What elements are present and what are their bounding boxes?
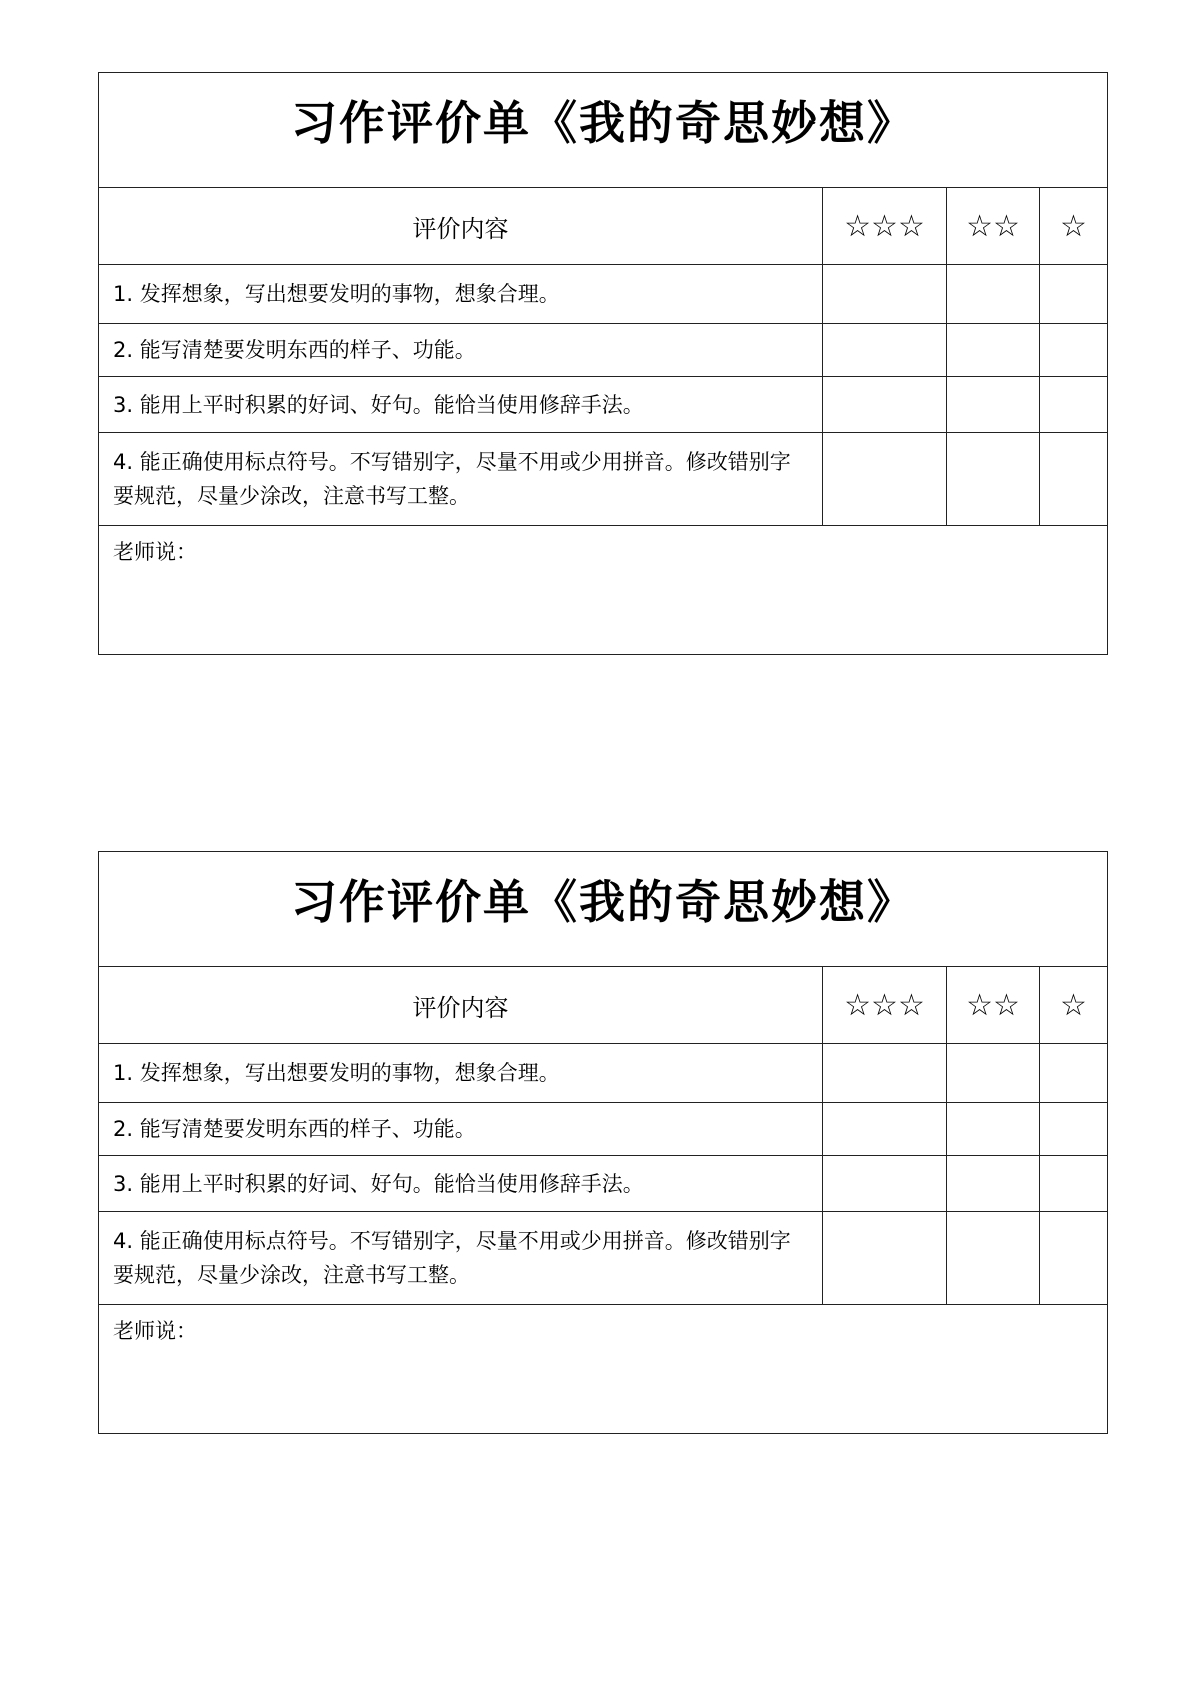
criteria-text: 3. 能用上平时积累的好词、好句。能恰当使用修辞手法。 (99, 377, 823, 433)
criteria-text: 1. 发挥想象，写出想要发明的事物，想象合理。 (99, 1044, 823, 1103)
rating-cell-1[interactable] (1040, 324, 1108, 377)
criteria-text: 4. 能正确使用标点符号。不写错别字，尽量不用或少用拼音。修改错别字要规范，尽量少涂改，注意书写工整。 (99, 433, 823, 526)
criteria-row (99, 1212, 1108, 1305)
rating-cell-3[interactable] (823, 377, 947, 433)
rating-cell-2[interactable] (947, 265, 1040, 324)
rating-cell-2[interactable] (947, 433, 1040, 526)
evaluation-form-1 (98, 72, 1108, 655)
rating-cell-2[interactable] (947, 1212, 1040, 1305)
two-star-icon: ☆☆ (966, 987, 1020, 1023)
rating-cell-2[interactable] (947, 377, 1040, 433)
rating-cell-2[interactable] (947, 324, 1040, 377)
form-title-cell (99, 852, 1108, 967)
teacher-comment-cell[interactable] (99, 526, 1108, 655)
header-criteria-cell (99, 967, 823, 1044)
criteria-header: 评价内容 (412, 993, 509, 1022)
rating-cell-3[interactable] (823, 324, 947, 377)
rating-cell-2[interactable] (947, 1156, 1040, 1212)
rating-cell-3[interactable] (823, 1212, 947, 1305)
one-star-icon: ☆ (1060, 987, 1087, 1023)
two-star-icon: ☆☆ (966, 208, 1020, 244)
rating-header-1-star (1040, 967, 1108, 1044)
criteria-header: 评价内容 (412, 214, 509, 243)
criteria-text: 1. 发挥想象，写出想要发明的事物，想象合理。 (99, 265, 823, 324)
rating-cell-1[interactable] (1040, 1156, 1108, 1212)
rating-cell-2[interactable] (947, 1044, 1040, 1103)
form-title: 习作评价单《我的奇思妙想》 (291, 875, 915, 929)
rating-cell-1[interactable] (1040, 1103, 1108, 1156)
teacher-comment-label: 老师说： (113, 1319, 197, 1343)
rating-cell-1[interactable] (1040, 265, 1108, 324)
rating-cell-1[interactable] (1040, 433, 1108, 526)
teacher-comment-cell[interactable] (99, 1305, 1108, 1434)
form-title-cell (99, 73, 1108, 188)
rating-header-1-star (1040, 188, 1108, 265)
one-star-icon: ☆ (1060, 208, 1087, 244)
criteria-row (99, 1044, 1108, 1103)
rating-cell-3[interactable] (823, 433, 947, 526)
rating-cell-1[interactable] (1040, 1044, 1108, 1103)
criteria-row (99, 1103, 1108, 1156)
criteria-row (99, 1156, 1108, 1212)
rating-cell-2[interactable] (947, 1103, 1040, 1156)
rating-cell-3[interactable] (823, 1103, 947, 1156)
rating-header-3-stars (823, 188, 947, 265)
three-star-icon: ☆☆☆ (844, 987, 925, 1023)
rating-cell-3[interactable] (823, 1044, 947, 1103)
header-criteria-cell (99, 188, 823, 265)
criteria-row (99, 265, 1108, 324)
criteria-text: 2. 能写清楚要发明东西的样子、功能。 (99, 324, 823, 377)
rating-header-3-stars (823, 967, 947, 1044)
rating-cell-1[interactable] (1040, 1212, 1108, 1305)
rating-header-2-stars (947, 967, 1040, 1044)
criteria-row (99, 324, 1108, 377)
criteria-text: 2. 能写清楚要发明东西的样子、功能。 (99, 1103, 823, 1156)
rating-cell-3[interactable] (823, 265, 947, 324)
criteria-row (99, 433, 1108, 526)
rating-cell-1[interactable] (1040, 377, 1108, 433)
rating-header-2-stars (947, 188, 1040, 265)
criteria-text: 3. 能用上平时积累的好词、好句。能恰当使用修辞手法。 (99, 1156, 823, 1212)
rating-cell-3[interactable] (823, 1156, 947, 1212)
evaluation-form-2 (98, 851, 1108, 1434)
three-star-icon: ☆☆☆ (844, 208, 925, 244)
form-title: 习作评价单《我的奇思妙想》 (291, 96, 915, 150)
teacher-comment-label: 老师说： (113, 540, 197, 564)
criteria-row (99, 377, 1108, 433)
criteria-text: 4. 能正确使用标点符号。不写错别字，尽量不用或少用拼音。修改错别字要规范，尽量少涂改，注意书写工整。 (99, 1212, 823, 1305)
